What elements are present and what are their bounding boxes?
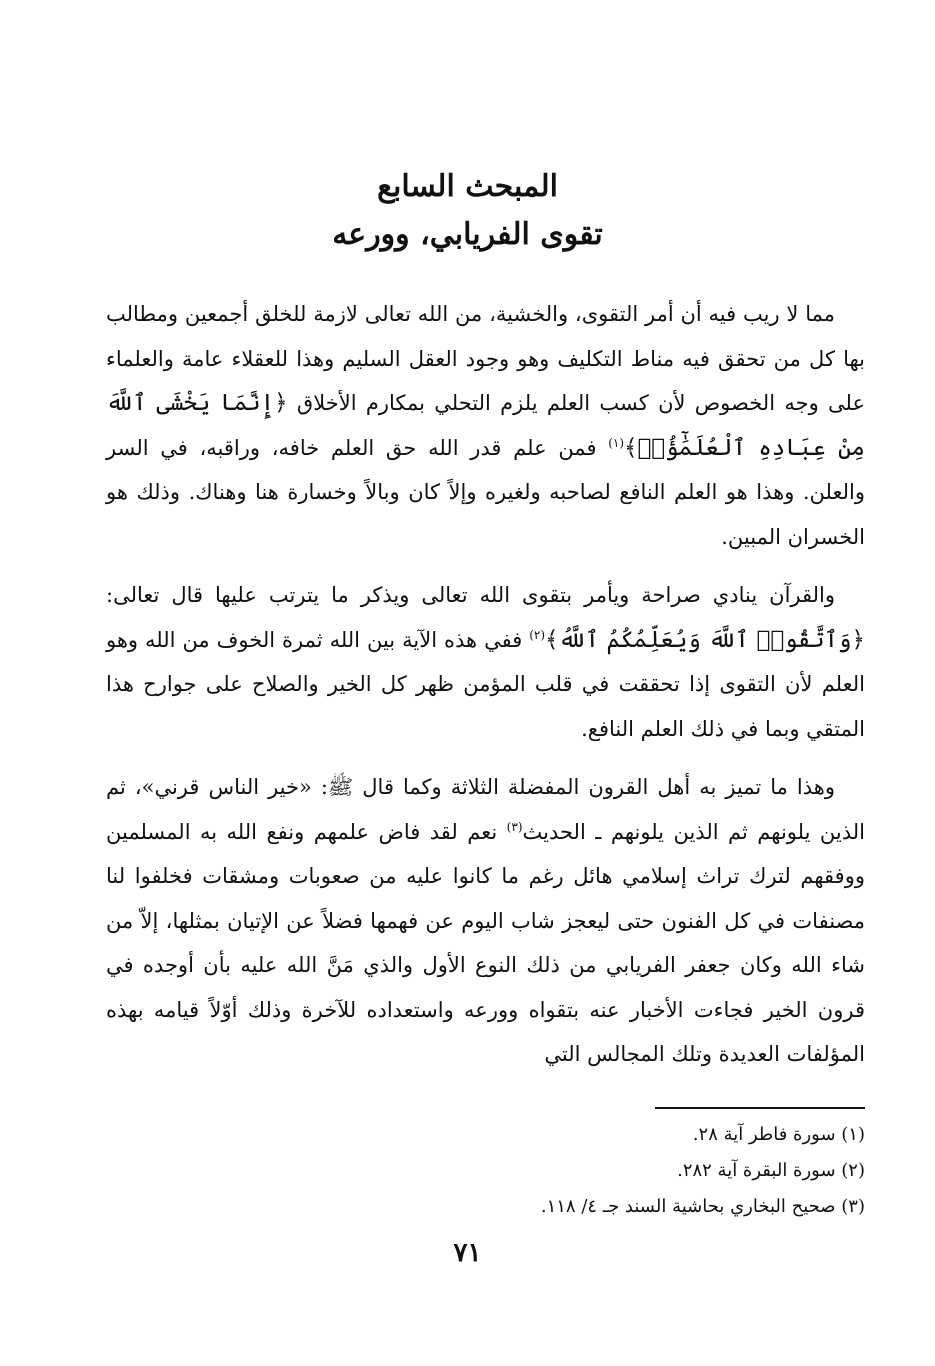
footnote-ref-2: (٢) [529, 627, 546, 642]
paragraph-2-text-a: والقرآن ينادي صراحة ويأمر بتقوى الله تعالى ويذكر ما يترتب عليها قال تعالى: [106, 583, 835, 607]
paragraph-3-text-a: وهذا ما تميز به أهل القرون المفضلة الثلاثة وكما قال ﷺ: «خير الناس قرني»، ثم الذين يلونهم ثم الذين يلونهم ـ الحديث [106, 775, 865, 844]
footnote-3: (٣) صحيح البخاري بحاشية السند جـ ٤/ ١١٨. [540, 1196, 865, 1217]
footnote-ref-1: (١) [608, 435, 625, 450]
paragraph-3-text-b: نعم لقد فاض علمهم ونفع الله به المسلمين ووفقهم لترك تراث إسلامي هائل رغم ما كانوا عليه من صعوبات ومشقات فخلفوا لنا مصنفات في كل الفنون حتى ليعجز شاب اليوم عن فهمها فضلاً عن الإتيان بمثلها، إلاّ من شاء الله وكان جعفر الفريابي من ذلك النوع الأول والذي مَنَّ الله عليه بأن أوجده في قرون الخير فجاءت الأخبار عنه بتقواه وورعه واستعداده للآخرة وذلك أوّلاً قيامه بهذه المؤلفات العديدة وتلك المجالس التي [106, 819, 865, 1066]
footnote-divider [655, 1107, 865, 1109]
page-number: ٧١ [453, 1238, 482, 1268]
quran-verse-1: ﴿إِنَّمَا يَخْشَى ٱللَّهَ مِنْ عِبَادِهِ ٱلْعُلَمَٰٓؤُا۟﴾ [106, 390, 865, 461]
paragraph-2 [106, 573, 865, 751]
body-text [106, 292, 865, 1091]
paragraph-1-text-b: فمن علم قدر الله حق العلم خافه، وراقبه، في السر والعلن. وهذا هو العلم النافع لصاحبه ولغيره وإلاً كان وبالاً وخسارة هنا وهناك. وذلك هو الخسران المبين. [106, 435, 865, 549]
paragraph-1 [106, 292, 865, 559]
paragraph-1-text-a: مما لا ريب فيه أن أمر التقوى، والخشية، من الله تعالى لازمة للخلق أجمعين ومطالب بها كل من تحقق فيه مناط التكليف وهو وجود العقل السليم وهذا للعقلاء عامة والعلماء على وجه الخصوص لأن كسب العلم يلزم التحلي بمكارم الأخلاق [106, 302, 866, 415]
quran-verse-2: ﴿وَٱتَّقُوا۟ ٱللَّهَ وَيُعَلِّمُكُمُ ٱللَّهُ﴾ [545, 626, 865, 653]
footnote-1: (١) سورة فاطر آية ٢٨. [692, 1124, 865, 1145]
footnote-ref-3: (٣) [506, 819, 523, 834]
chapter-heading: المبحث السابع [377, 169, 558, 204]
footnotes [106, 1117, 865, 1225]
footnote-2: (٢) سورة البقرة آية ٢٨٢. [677, 1160, 865, 1181]
chapter-subheading: تقوى الفريابي، وورعه [332, 217, 603, 252]
paragraph-2-text-b: ففي هذه الآية بين الله ثمرة الخوف من الله وهو العلم لأن التقوى إذا تحققت في قلب المؤمن ظهر كل الخير والصلاح على جوارح هذا المتقي وبما في ذلك العلم النافع. [106, 627, 865, 741]
paragraph-3 [106, 765, 865, 1077]
